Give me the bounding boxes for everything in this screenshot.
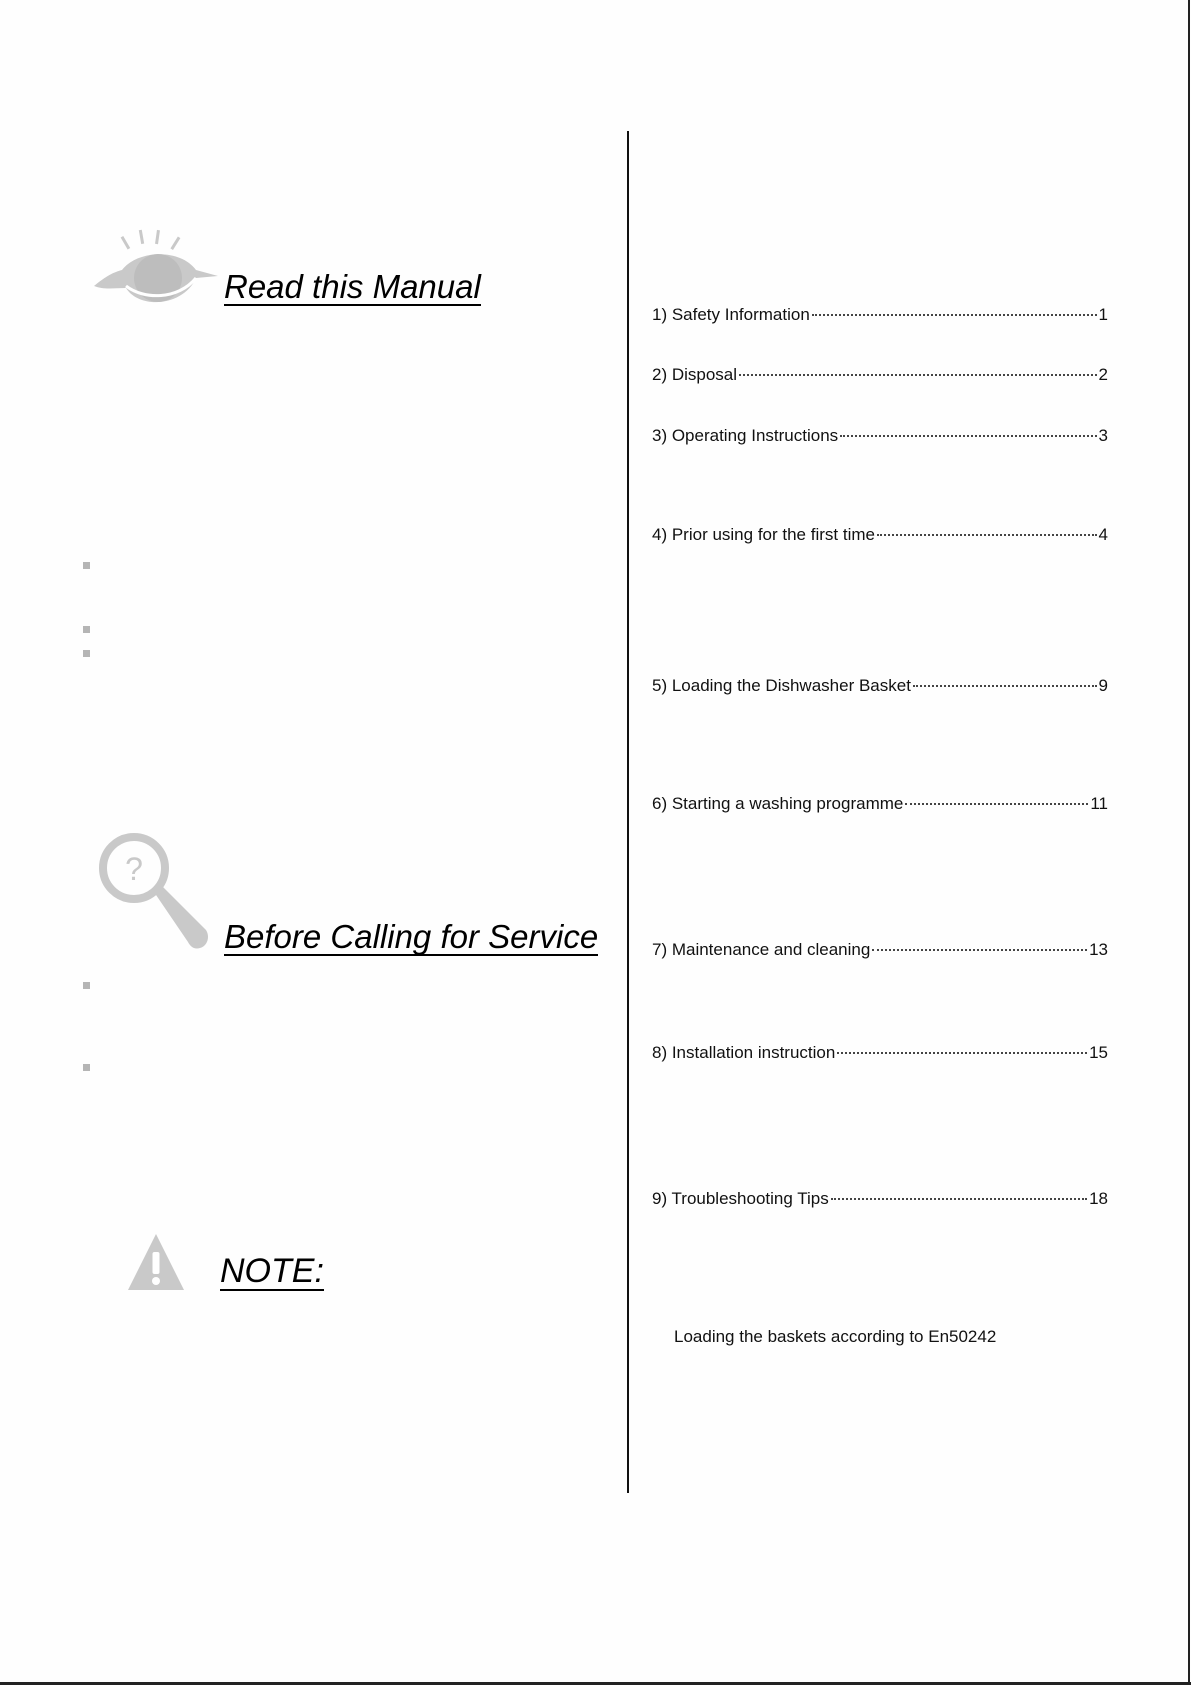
toc-entry-installation [652,1043,1108,1063]
toc-label: 7) Maintenance and cleaning [652,940,871,959]
column-divider [627,131,629,1493]
bullet-marker [83,1064,90,1071]
toc-leader-dots [837,1052,1087,1054]
toc-page-number: 15 [1089,1043,1108,1062]
bullet-marker [83,562,90,569]
toc-entry-disposal [652,365,1108,385]
read-manual-heading: Read this Manual [224,268,481,305]
bullet-marker [83,650,90,657]
svg-text:?: ? [125,851,143,887]
toc-page-number: 1 [1098,305,1108,324]
toc-entry-maintenance [652,940,1108,960]
toc-entry-operating [652,426,1108,446]
toc-leader-dots [913,685,1097,687]
toc-page-number: 4 [1098,525,1108,544]
eye-icon [92,228,222,310]
toc-label: 5) Loading the Dishwasher Basket [652,676,911,695]
magnifier-question-icon [96,830,216,954]
toc-leader-dots [840,435,1096,437]
toc-page-number: 9 [1098,676,1108,695]
toc-page-number: 11 [1090,794,1108,813]
toc-entry-washing [652,794,1108,814]
toc-entry-safety [652,305,1108,325]
toc-leader-dots [831,1198,1087,1200]
toc-label: 2) Disposal [652,365,738,384]
toc-leader-dots [812,314,1097,316]
toc-leader-dots [739,374,1096,376]
bullet-marker [83,982,90,989]
toc-page-number: 3 [1098,426,1108,445]
toc-leader-dots [877,534,1097,536]
toc-leader-dots [872,949,1087,951]
en50242-note: Loading the baskets according to En50242 [674,1327,997,1346]
toc-entry-loading [652,676,1108,696]
toc-entry-prior-use [652,525,1108,545]
bullet-marker [83,626,90,633]
toc-page-number: 18 [1089,1189,1108,1208]
toc-label: 9) Troubleshooting Tips [652,1189,829,1208]
toc-label: 4) Prior using for the first time [652,525,875,544]
toc-label: 1) Safety Information [652,305,810,324]
warning-triangle-icon [126,1232,186,1292]
toc-label: 6) Starting a washing programme [652,794,904,813]
toc-entry-troubleshooting [652,1189,1108,1209]
before-service-heading: Before Calling for Service [224,918,599,955]
page-edge-right [1188,0,1190,1685]
toc-page-number: 2 [1098,365,1108,384]
toc-label: 8) Installation instruction [652,1043,836,1062]
toc-page-number: 13 [1089,940,1108,959]
note-heading: NOTE: [220,1252,324,1290]
toc-leader-dots [905,803,1088,805]
toc-label: 3) Operating Instructions [652,426,839,445]
